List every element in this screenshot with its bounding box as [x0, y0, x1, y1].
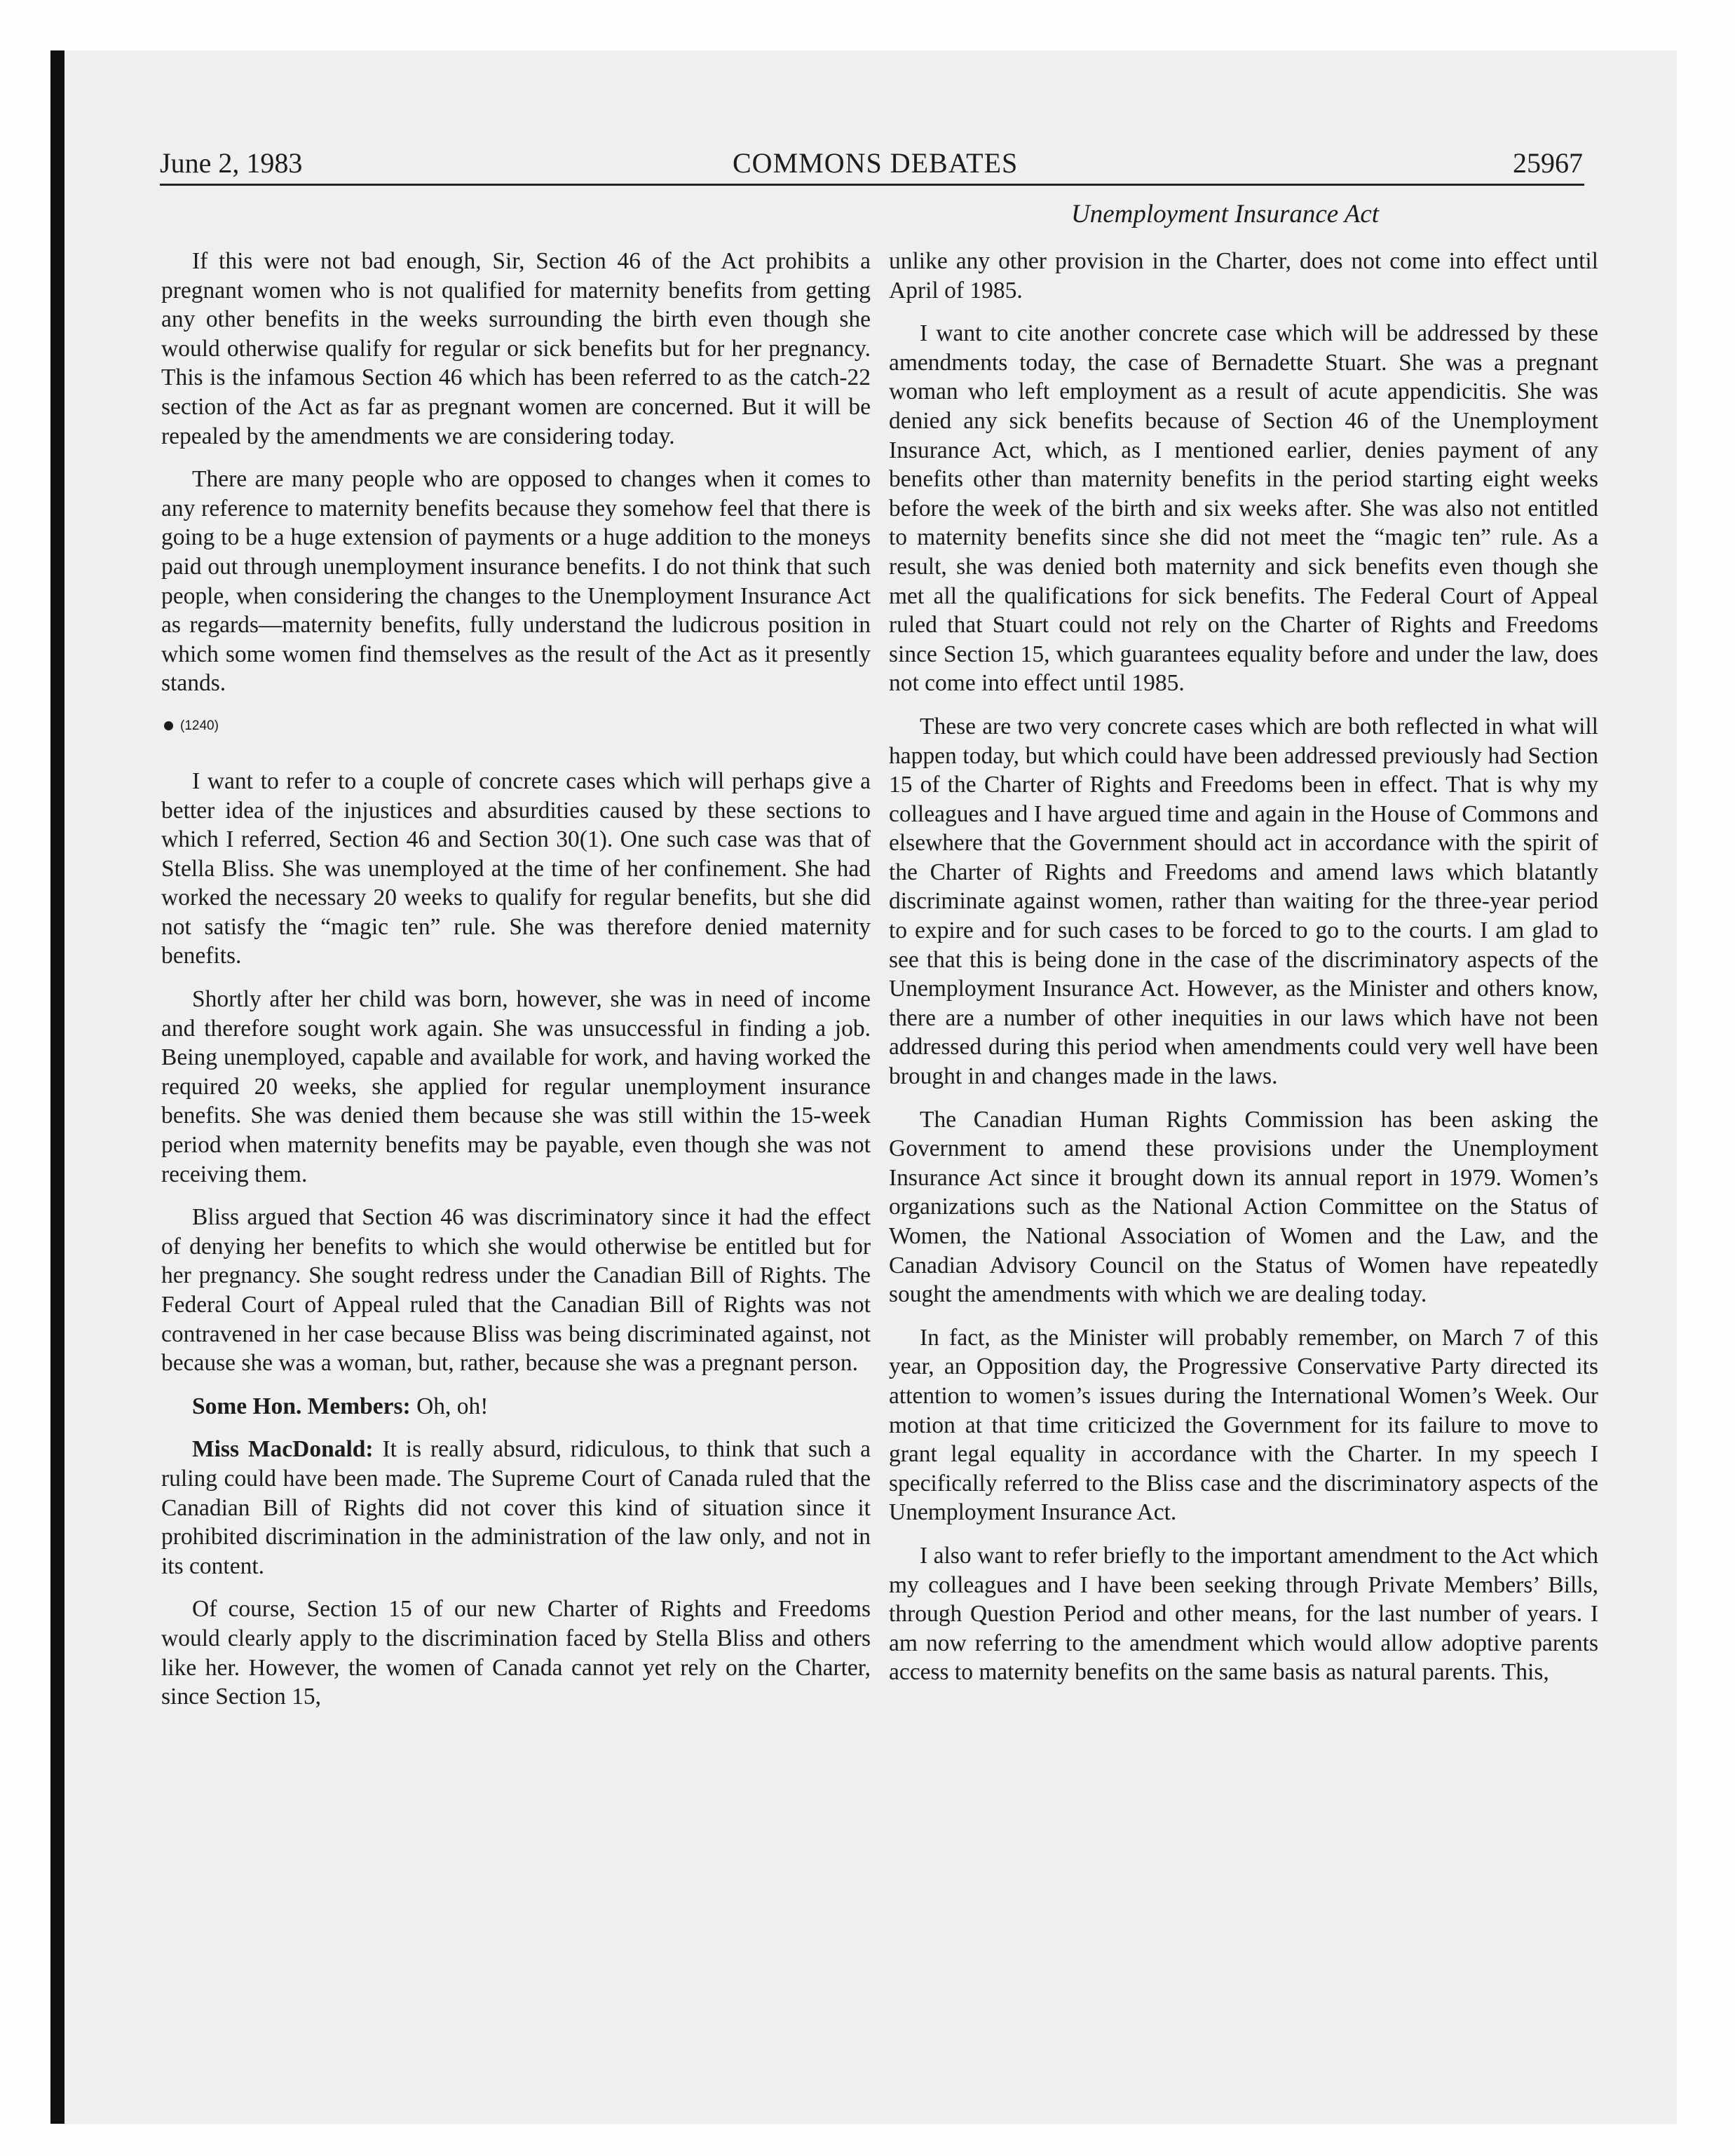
paragraph: Of course, Section 15 of our new Charter of Rights and Freedoms would clearly apply to the discrimination faced by Stella Bliss and others like her. However, the women of Canada cannot yet rely on the Charter, since Section 15, — [161, 1596, 871, 1710]
paragraph: I also want to refer briefly to the important amendment to the Act which my colleagues and I have been seeking through Private Members’ Bills, through Question Period and other means, for the last number of years. I am now referring to the amendment which would allow adoptive parents access to maternity benefits on the same basis as natural parents. This, — [889, 1542, 1598, 1686]
header-title: COMMONS DEBATES — [733, 147, 1019, 179]
paragraph: These are two very concrete cases which are both reflected in what will happen today, but which could have been addressed previously had Section 15 of the Charter of Rights and Freedoms been in effect. That is why my colleagues and I have argued time and again in the House of Commons and elsewhere that the Government should act in accordance with the spirit of the Charter of Rights and Freedoms and amend laws which blatantly discriminate against women, rather than waiting for the three-year period to expire and for such cases to be forced to go to the courts. I am glad to see that this is being done in the case of the discriminatory aspects of the Unemployment Insurance Act. However, as the Minister and others know, there are a number of other inequities in our laws which have not been addressed during this period when amendments could very well have been brought in and changes made in the laws. — [889, 713, 1598, 1090]
page-number: 25967 — [1513, 147, 1583, 179]
header-date: June 2, 1983 — [160, 147, 303, 179]
paragraph: Bliss argued that Section 46 was discriminatory since it had the effect of denying her benefits to which she would otherwise be entitled but for her pregnancy. She sought redress under the Canadian Bill of Rights. The Federal Court of Appeal ruled that the Canadian Bill of Rights was not contravened in her case because Bliss was being discriminated against, not because she was a woman, but, rather, because she was a pregnant person. — [161, 1204, 871, 1377]
paragraph: Shortly after her child was born, however, she was in need of income and therefore sought work again. She was unsuccessful in finding a job. Being unemployed, capable and available for work, and having worked the required 20 weeks, she applied for regular unemployment insurance benefits. She was denied them because she was still within the 15-week period when maternity benefits may be payable, even though she was not receiving them. — [161, 986, 871, 1187]
interjection-speaker: Some Hon. Members: — [192, 1393, 411, 1419]
paragraph: I want to cite another concrete case which will be addressed by these amendments today, the case of Bernadette Stuart. She was a pregnant woman who left employment as a result of acute appendicitis. She was denied any sick benefits because of Section 46 of the Unemployment Insurance Act, which, as I mentioned earlier, denies payment of any benefits other than maternity benefits in the period starting eight weeks before the week of the birth and six weeks after. She was also not entitled to maternity benefits since she did not meet the “magic ten” rule. As a result, she was denied both maternity and sick benefits even though she met all the qualifications for sick benefits. The Federal Court of Appeal ruled that Stuart could not rely on the Charter of Rights and Freedoms since Section 15, which guarantees equality before and under the law, does not come into effect until 1985. — [889, 320, 1598, 697]
time-marker-label: (1240) — [180, 718, 219, 733]
running-head: Unemployment Insurance Act — [1071, 200, 1380, 228]
paragraph: In fact, as the Minister will probably remember, on March 7 of this year, an Opposition day, the Progressive Conservative Party directed its attention to women’s issues during the International Women’s Week. Our motion at that time criticized the Government for its failure to move to grant legal equality in accordance with the Charter. In my speech I specifically referred to the Bliss case and the discriminatory aspects of the Unemployment Insurance Act. — [889, 1324, 1598, 1526]
paragraph: The Canadian Human Rights Commission has been asking the Government to amend these provisions under the Unemployment Insurance Act since it brought down its annual report in 1979. Women’s organizations such as the National Action Committee on the Status of Women, the National Association of Women and the Law, and the Canadian Advisory Council on the Status of Women have repeatedly sought the amendments with which we are dealing today. — [889, 1106, 1598, 1308]
speaker-name: Miss MacDonald: — [192, 1436, 374, 1463]
left-column — [161, 247, 871, 1726]
speech-text: It is really absurd, ridiculous, to think that such a ruling could have been made. The Supreme Court of Canada ruled that the Canadian Bill of Rights did not cover this kind of situation since it prohibited discrimination in the administration of the law only, and not in its content. — [161, 1436, 871, 1579]
interjection — [161, 1392, 871, 1421]
header-rule — [160, 184, 1584, 186]
interjection-text: Oh, oh! — [410, 1393, 489, 1419]
paragraph: If this were not bad enough, Sir, Section 46 of the Act prohibits a pregnant women who is not qualified for maternity benefits from getting any other benefits in the weeks surrounding the birth even though she would otherwise qualify for regular or sick benefits but for her pregnancy. This is the infamous Section 46 which has been referred to as the catch-22 section of the Act as far as pregnant women are concerned. But it will be repealed by the amendments we are considering today. — [161, 248, 871, 449]
speech-paragraph — [161, 1435, 871, 1581]
scan-edge-bar — [50, 50, 64, 2124]
time-marker — [164, 718, 871, 735]
paragraph: I want to refer to a couple of concrete cases which will perhaps give a better idea of the injustices and absurdities caused by these sections to which I referred, Section 46 and Section 30(1). One such case was that of Stella Bliss. She was unemployed at the time of her confinement. She had worked the necessary 20 weeks to qualify for regular benefits, but she did not satisfy the “magic ten” rule. She was therefore denied maternity benefits. — [161, 767, 871, 969]
bullet-icon — [164, 721, 173, 730]
paragraph: There are many people who are opposed to changes when it comes to any reference to maternity benefits because they somehow feel that there is going to be a huge extension of payments or a huge addition to the moneys paid out through unemployment insurance benefits. I do not think that such people, when considering the changes to the Unemployment Insurance Act as regards—maternity benefits, fully understand the ludicrous position in which some women find themselves as the result of the Act as it presently stands. — [161, 466, 871, 697]
right-column — [889, 247, 1598, 1701]
paragraph: unlike any other provision in the Charter, does not come into effect until April of 1985. — [889, 248, 1598, 303]
